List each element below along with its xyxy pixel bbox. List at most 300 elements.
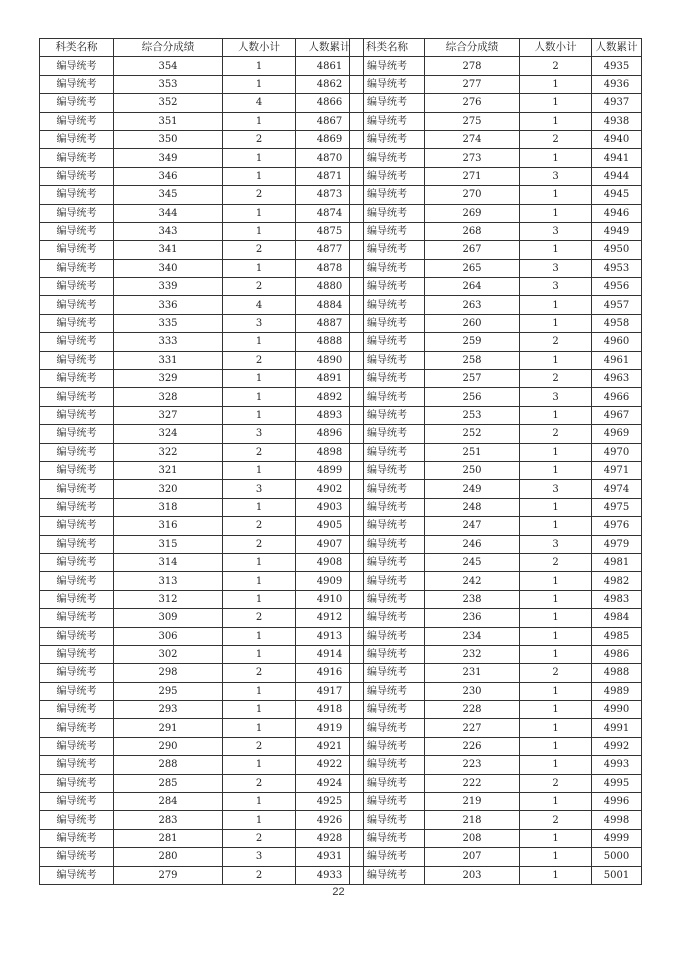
cell-cumulative: 4989 <box>592 682 642 700</box>
cell-count: 2 <box>223 866 296 884</box>
cell-count: 1 <box>520 204 592 222</box>
cell-subject: 编导统考 <box>40 167 114 185</box>
table-row <box>350 498 642 516</box>
cell-subject: 编导统考 <box>40 498 114 516</box>
cell-subject: 编导统考 <box>350 57 425 75</box>
table-row <box>40 590 364 608</box>
cell-cumulative: 4893 <box>296 406 364 424</box>
cell-score: 273 <box>425 149 520 167</box>
cell-score: 236 <box>425 609 520 627</box>
cell-subject: 编导统考 <box>40 719 114 737</box>
cell-score: 275 <box>425 112 520 130</box>
cell-cumulative: 4908 <box>296 553 364 571</box>
cell-cumulative: 4890 <box>296 351 364 369</box>
table-row <box>350 370 642 388</box>
cell-score: 352 <box>114 94 223 112</box>
cell-cumulative: 4992 <box>592 737 642 755</box>
cell-cumulative: 4937 <box>592 94 642 112</box>
table-row <box>350 866 642 884</box>
cell-count: 1 <box>520 590 592 608</box>
cell-cumulative: 4982 <box>592 572 642 590</box>
cell-score: 280 <box>114 848 223 866</box>
cell-score: 251 <box>425 443 520 461</box>
cell-count: 1 <box>223 406 296 424</box>
cell-subject: 编导统考 <box>40 186 114 204</box>
header-score: 综合分成绩 <box>425 39 520 57</box>
cell-count: 1 <box>520 701 592 719</box>
cell-score: 265 <box>425 259 520 277</box>
cell-score: 318 <box>114 498 223 516</box>
cell-count: 1 <box>520 94 592 112</box>
table-row <box>350 553 642 571</box>
cell-score: 207 <box>425 848 520 866</box>
cell-subject: 编导统考 <box>350 388 425 406</box>
cell-cumulative: 4945 <box>592 186 642 204</box>
cell-subject: 编导统考 <box>40 130 114 148</box>
table-row <box>350 351 642 369</box>
cell-cumulative: 4960 <box>592 333 642 351</box>
cell-count: 3 <box>223 480 296 498</box>
cell-subject: 编导统考 <box>40 149 114 167</box>
table-row <box>350 57 642 75</box>
cell-subject: 编导统考 <box>350 351 425 369</box>
cell-cumulative: 4862 <box>296 75 364 93</box>
cell-subject: 编导统考 <box>350 609 425 627</box>
cell-cumulative: 4928 <box>296 829 364 847</box>
cell-cumulative: 4888 <box>296 333 364 351</box>
cell-cumulative: 4887 <box>296 314 364 332</box>
cell-subject: 编导统考 <box>40 222 114 240</box>
cell-cumulative: 4913 <box>296 627 364 645</box>
cell-cumulative: 4999 <box>592 829 642 847</box>
cell-subject: 编导统考 <box>40 609 114 627</box>
cell-subject: 编导统考 <box>350 756 425 774</box>
cell-count: 1 <box>520 351 592 369</box>
cell-score: 328 <box>114 388 223 406</box>
cell-score: 336 <box>114 296 223 314</box>
header-count: 人数小计 <box>223 39 296 57</box>
cell-score: 227 <box>425 719 520 737</box>
cell-score: 341 <box>114 241 223 259</box>
cell-subject: 编导统考 <box>350 793 425 811</box>
cell-count: 2 <box>520 370 592 388</box>
cell-count: 1 <box>520 682 592 700</box>
table-header-row <box>350 39 642 57</box>
cell-count: 1 <box>223 498 296 516</box>
cell-subject: 编导统考 <box>350 774 425 792</box>
cell-score: 269 <box>425 204 520 222</box>
cell-count: 2 <box>223 351 296 369</box>
cell-count: 1 <box>223 222 296 240</box>
table-row <box>40 370 364 388</box>
table-row <box>350 204 642 222</box>
cell-count: 1 <box>520 756 592 774</box>
table-row <box>40 351 364 369</box>
cell-count: 1 <box>223 370 296 388</box>
table-row <box>350 259 642 277</box>
cell-cumulative: 4902 <box>296 480 364 498</box>
table-row <box>40 149 364 167</box>
cell-count: 1 <box>520 314 592 332</box>
cell-count: 1 <box>520 461 592 479</box>
table-row <box>350 461 642 479</box>
cell-subject: 编导统考 <box>350 241 425 259</box>
table-row <box>350 774 642 792</box>
cell-cumulative: 4873 <box>296 186 364 204</box>
cell-subject: 编导统考 <box>40 370 114 388</box>
table-row <box>350 241 642 259</box>
cell-cumulative: 4933 <box>296 866 364 884</box>
cell-score: 349 <box>114 149 223 167</box>
cell-score: 247 <box>425 517 520 535</box>
cell-cumulative: 4922 <box>296 756 364 774</box>
cell-score: 331 <box>114 351 223 369</box>
cell-count: 1 <box>520 498 592 516</box>
cell-cumulative: 4903 <box>296 498 364 516</box>
table-row <box>350 167 642 185</box>
table-row <box>40 737 364 755</box>
cell-subject: 编导统考 <box>350 480 425 498</box>
cell-count: 1 <box>223 553 296 571</box>
table-row <box>40 756 364 774</box>
table-row <box>350 296 642 314</box>
cell-score: 322 <box>114 443 223 461</box>
cell-count: 2 <box>223 130 296 148</box>
cell-count: 1 <box>223 388 296 406</box>
cell-subject: 编导统考 <box>350 370 425 388</box>
cell-cumulative: 4946 <box>592 204 642 222</box>
table-row <box>350 848 642 866</box>
cell-count: 1 <box>520 737 592 755</box>
cell-score: 250 <box>425 461 520 479</box>
cell-score: 203 <box>425 866 520 884</box>
cell-score: 313 <box>114 572 223 590</box>
cell-count: 1 <box>223 811 296 829</box>
cell-count: 1 <box>520 517 592 535</box>
cell-count: 2 <box>223 774 296 792</box>
cell-subject: 编导统考 <box>350 866 425 884</box>
cell-cumulative: 4993 <box>592 756 642 774</box>
cell-count: 3 <box>223 848 296 866</box>
cell-cumulative: 4871 <box>296 167 364 185</box>
cell-subject: 编导统考 <box>40 259 114 277</box>
table-row <box>40 296 364 314</box>
cell-score: 226 <box>425 737 520 755</box>
cell-subject: 编导统考 <box>40 866 114 884</box>
cell-count: 3 <box>520 388 592 406</box>
cell-cumulative: 4967 <box>592 406 642 424</box>
header-cumulative: 人数累计 <box>592 39 642 57</box>
cell-count: 2 <box>520 130 592 148</box>
table-row <box>40 535 364 553</box>
cell-subject: 编导统考 <box>40 793 114 811</box>
cell-cumulative: 4988 <box>592 664 642 682</box>
table-row <box>40 314 364 332</box>
cell-score: 222 <box>425 774 520 792</box>
cell-count: 4 <box>223 94 296 112</box>
cell-count: 2 <box>520 774 592 792</box>
cell-cumulative: 4984 <box>592 609 642 627</box>
cell-subject: 编导统考 <box>350 443 425 461</box>
cell-subject: 编导统考 <box>350 204 425 222</box>
cell-subject: 编导统考 <box>350 737 425 755</box>
cell-score: 281 <box>114 829 223 847</box>
table-row <box>40 664 364 682</box>
cell-subject: 编导统考 <box>350 167 425 185</box>
table-row <box>350 829 642 847</box>
cell-cumulative: 4917 <box>296 682 364 700</box>
cell-score: 256 <box>425 388 520 406</box>
cell-score: 283 <box>114 811 223 829</box>
table-row <box>40 480 364 498</box>
cell-score: 208 <box>425 829 520 847</box>
cell-count: 2 <box>223 535 296 553</box>
cell-subject: 编导统考 <box>40 406 114 424</box>
cell-count: 1 <box>520 443 592 461</box>
cell-count: 1 <box>520 829 592 847</box>
cell-cumulative: 4990 <box>592 701 642 719</box>
cell-subject: 编导统考 <box>350 811 425 829</box>
cell-count: 1 <box>520 793 592 811</box>
table-row <box>350 590 642 608</box>
cell-score: 288 <box>114 756 223 774</box>
cell-score: 257 <box>425 370 520 388</box>
table-row <box>350 333 642 351</box>
cell-cumulative: 4961 <box>592 351 642 369</box>
cell-subject: 编导统考 <box>350 296 425 314</box>
cell-cumulative: 4910 <box>296 590 364 608</box>
cell-subject: 编导统考 <box>350 535 425 553</box>
cell-cumulative: 4912 <box>296 609 364 627</box>
table-row <box>350 682 642 700</box>
cell-subject: 编导统考 <box>350 664 425 682</box>
cell-score: 219 <box>425 793 520 811</box>
table-row <box>40 75 364 93</box>
cell-count: 2 <box>223 278 296 296</box>
cell-cumulative: 4991 <box>592 719 642 737</box>
cell-score: 238 <box>425 590 520 608</box>
cell-score: 333 <box>114 333 223 351</box>
cell-cumulative: 4985 <box>592 627 642 645</box>
cell-cumulative: 4878 <box>296 259 364 277</box>
cell-subject: 编导统考 <box>350 278 425 296</box>
cell-cumulative: 4896 <box>296 425 364 443</box>
cell-count: 1 <box>223 590 296 608</box>
cell-score: 316 <box>114 517 223 535</box>
cell-subject: 编导统考 <box>350 701 425 719</box>
cell-score: 253 <box>425 406 520 424</box>
cell-score: 228 <box>425 701 520 719</box>
cell-score: 246 <box>425 535 520 553</box>
table-row <box>40 498 364 516</box>
cell-subject: 编导统考 <box>40 112 114 130</box>
cell-score: 302 <box>114 645 223 663</box>
cell-count: 2 <box>520 811 592 829</box>
table-header-row <box>40 39 364 57</box>
cell-score: 312 <box>114 590 223 608</box>
table-row <box>40 461 364 479</box>
cell-score: 285 <box>114 774 223 792</box>
cell-count: 1 <box>223 719 296 737</box>
cell-count: 2 <box>223 186 296 204</box>
cell-subject: 编导统考 <box>40 75 114 93</box>
cell-score: 350 <box>114 130 223 148</box>
cell-cumulative: 4976 <box>592 517 642 535</box>
table-row <box>40 811 364 829</box>
table-row <box>40 719 364 737</box>
cell-count: 1 <box>520 645 592 663</box>
table-row <box>40 204 364 222</box>
cell-score: 263 <box>425 296 520 314</box>
header-score: 综合分成绩 <box>114 39 223 57</box>
cell-subject: 编导统考 <box>40 241 114 259</box>
table-row <box>40 425 364 443</box>
table-row <box>350 314 642 332</box>
cell-cumulative: 4918 <box>296 701 364 719</box>
cell-score: 335 <box>114 314 223 332</box>
cell-cumulative: 4874 <box>296 204 364 222</box>
cell-count: 1 <box>223 259 296 277</box>
cell-score: 321 <box>114 461 223 479</box>
cell-count: 1 <box>223 75 296 93</box>
table-row <box>350 572 642 590</box>
cell-count: 1 <box>520 112 592 130</box>
table-row <box>40 333 364 351</box>
cell-cumulative: 4931 <box>296 848 364 866</box>
cell-count: 3 <box>520 278 592 296</box>
cell-count: 1 <box>520 866 592 884</box>
cell-count: 2 <box>520 425 592 443</box>
cell-cumulative: 4898 <box>296 443 364 461</box>
cell-subject: 编导统考 <box>40 553 114 571</box>
cell-subject: 编导统考 <box>40 314 114 332</box>
cell-score: 260 <box>425 314 520 332</box>
cell-subject: 编导统考 <box>40 296 114 314</box>
cell-cumulative: 4869 <box>296 130 364 148</box>
cell-subject: 编导统考 <box>350 186 425 204</box>
cell-subject: 编导统考 <box>350 517 425 535</box>
cell-cumulative: 4949 <box>592 222 642 240</box>
table-row <box>40 627 364 645</box>
cell-subject: 编导统考 <box>40 351 114 369</box>
cell-count: 2 <box>520 664 592 682</box>
table-row <box>40 167 364 185</box>
table-row <box>350 406 642 424</box>
table-row <box>350 278 642 296</box>
table-row <box>350 664 642 682</box>
cell-subject: 编导统考 <box>40 333 114 351</box>
table-row <box>350 443 642 461</box>
cell-score: 248 <box>425 498 520 516</box>
cell-score: 295 <box>114 682 223 700</box>
cell-subject: 编导统考 <box>40 848 114 866</box>
cell-subject: 编导统考 <box>40 572 114 590</box>
cell-count: 1 <box>223 461 296 479</box>
cell-count: 1 <box>223 333 296 351</box>
cell-count: 4 <box>223 296 296 314</box>
cell-subject: 编导统考 <box>350 590 425 608</box>
cell-cumulative: 4907 <box>296 535 364 553</box>
cell-score: 346 <box>114 167 223 185</box>
cell-cumulative: 4950 <box>592 241 642 259</box>
cell-subject: 编导统考 <box>40 425 114 443</box>
cell-subject: 编导统考 <box>350 553 425 571</box>
cell-subject: 编导统考 <box>40 94 114 112</box>
table-row <box>40 517 364 535</box>
cell-cumulative: 4956 <box>592 278 642 296</box>
cell-subject: 编导统考 <box>40 388 114 406</box>
cell-count: 1 <box>223 167 296 185</box>
table-row <box>40 278 364 296</box>
cell-count: 1 <box>223 701 296 719</box>
cell-count: 3 <box>520 222 592 240</box>
cell-score: 354 <box>114 57 223 75</box>
table-row <box>40 682 364 700</box>
table-row <box>350 811 642 829</box>
cell-cumulative: 4880 <box>296 278 364 296</box>
cell-score: 309 <box>114 609 223 627</box>
cell-score: 242 <box>425 572 520 590</box>
cell-score: 284 <box>114 793 223 811</box>
cell-cumulative: 4958 <box>592 314 642 332</box>
cell-count: 1 <box>520 75 592 93</box>
cell-cumulative: 4940 <box>592 130 642 148</box>
cell-count: 2 <box>520 333 592 351</box>
cell-count: 1 <box>223 572 296 590</box>
cell-subject: 编导统考 <box>40 461 114 479</box>
table-row <box>350 627 642 645</box>
cell-cumulative: 4892 <box>296 388 364 406</box>
cell-subject: 编导统考 <box>40 590 114 608</box>
cell-cumulative: 4969 <box>592 425 642 443</box>
cell-count: 3 <box>520 535 592 553</box>
cell-cumulative: 4870 <box>296 149 364 167</box>
cell-subject: 编导统考 <box>350 94 425 112</box>
cell-count: 1 <box>520 572 592 590</box>
table-row <box>350 480 642 498</box>
cell-cumulative: 5001 <box>592 866 642 884</box>
cell-count: 1 <box>223 57 296 75</box>
cell-score: 276 <box>425 94 520 112</box>
cell-score: 264 <box>425 278 520 296</box>
cell-score: 259 <box>425 333 520 351</box>
table-row <box>40 701 364 719</box>
cell-count: 2 <box>223 241 296 259</box>
header-cumulative: 人数累计 <box>296 39 364 57</box>
cell-cumulative: 4975 <box>592 498 642 516</box>
cell-subject: 编导统考 <box>40 829 114 847</box>
table-row <box>40 645 364 663</box>
cell-cumulative: 4891 <box>296 370 364 388</box>
cell-score: 277 <box>425 75 520 93</box>
table-row <box>350 186 642 204</box>
cell-score: 218 <box>425 811 520 829</box>
cell-subject: 编导统考 <box>40 664 114 682</box>
cell-score: 258 <box>425 351 520 369</box>
cell-count: 1 <box>223 204 296 222</box>
cell-cumulative: 4925 <box>296 793 364 811</box>
cell-subject: 编导统考 <box>350 333 425 351</box>
cell-subject: 编导统考 <box>350 645 425 663</box>
header-count: 人数小计 <box>520 39 592 57</box>
table-row <box>40 388 364 406</box>
cell-subject: 编导统考 <box>40 517 114 535</box>
cell-subject: 编导统考 <box>40 682 114 700</box>
cell-score: 329 <box>114 370 223 388</box>
cell-cumulative: 4966 <box>592 388 642 406</box>
cell-subject: 编导统考 <box>350 75 425 93</box>
cell-score: 231 <box>425 664 520 682</box>
